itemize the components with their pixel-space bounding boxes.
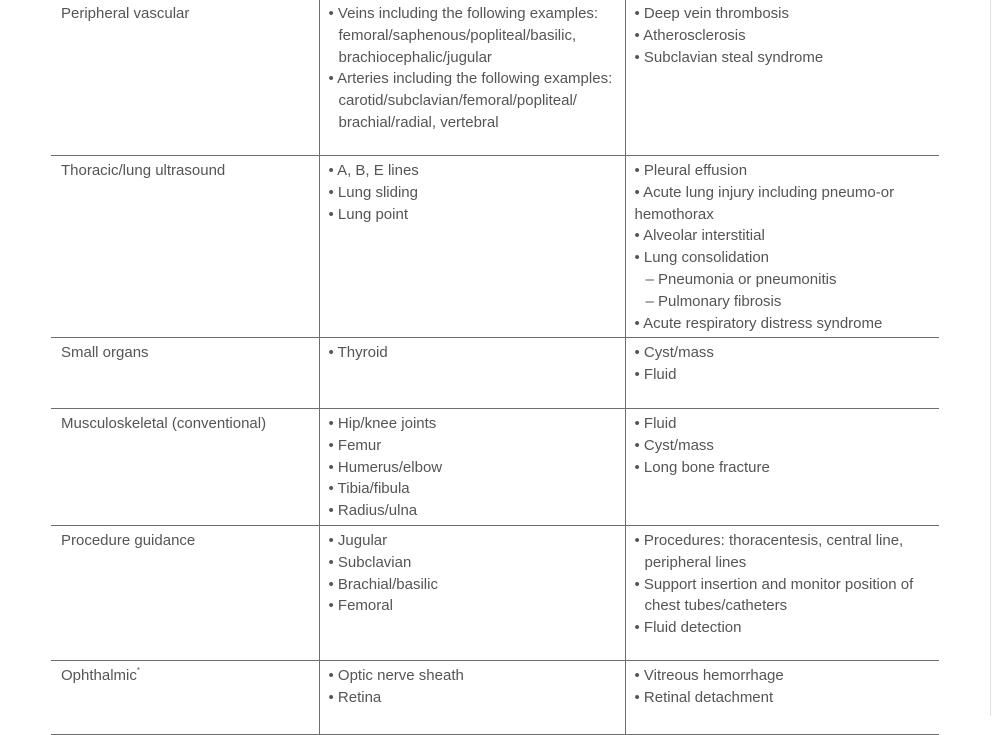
list-item: • Alveolar interstitial [634, 227, 765, 245]
category-label: Musculoskeletal (conventional) [61, 415, 267, 432]
list-item: • Retina [328, 688, 382, 706]
category-cell [51, 338, 319, 409]
list-item: • Long bone fracture [634, 458, 770, 476]
list-item: • Acute respiratory distress syndrome [634, 314, 883, 332]
table-row [51, 338, 939, 409]
application-cell [625, 526, 939, 661]
list-item: • Fluid [634, 415, 677, 432]
application-cell [625, 338, 939, 409]
category-cell [51, 526, 319, 661]
category-label: Thoracic/lung ultrasound [61, 162, 226, 179]
list-item: • Cyst/mass [634, 344, 714, 361]
list-item: • Jugular [328, 532, 388, 549]
application-cell [625, 0, 939, 156]
list-item: • Thyroid [328, 344, 388, 361]
list-item: • Subclavian steal syndrome [634, 48, 824, 66]
list-item: • Lung point [328, 205, 408, 223]
table-row [51, 0, 939, 156]
list-item: • Optic nerve sheath [328, 667, 464, 684]
table-row [51, 526, 939, 661]
list-item: • Radius/ulna [328, 502, 418, 520]
list-item: • Femur [328, 436, 382, 454]
exam-cell [319, 661, 625, 735]
exam-cell [319, 338, 625, 409]
footnote-mark: * [136, 666, 140, 675]
list-item: • Atherosclerosis [634, 26, 746, 44]
sub-list-item: – Pulmonary fibrosis [645, 292, 782, 310]
list-item: • Veins including the following examples: femoral/saphenous/popliteal/basilic, brachiocephalic/jugular [328, 5, 599, 66]
category-cell [51, 0, 319, 156]
list-item: • Hip/knee joints [328, 415, 437, 432]
list-item: • Lung consolidation [634, 249, 770, 267]
application-cell [625, 661, 939, 735]
list-item: • Support insertion and monitor position of chest tubes/catheters [634, 575, 914, 615]
list-item: • Tibia/fibula [328, 480, 410, 498]
list-item: • Lung sliding [328, 183, 418, 201]
list-item-continuation: hemothorax [634, 205, 714, 223]
category-label: Procedure guidance [61, 532, 196, 549]
list-item: • Subclavian [328, 553, 412, 571]
list-item: • Procedures: thoracentesis, central line, peripheral lines [634, 532, 904, 571]
category-cell [51, 409, 319, 526]
list-item: • Femoral [328, 597, 393, 615]
application-cell [625, 409, 939, 526]
list-item: • Vitreous hemorrhage [634, 667, 784, 684]
list-item: • Brachial/basilic [328, 575, 438, 593]
category-cell [51, 156, 319, 338]
application-cell [625, 156, 939, 338]
list-item: • Retinal detachment [634, 688, 774, 706]
table-row [51, 409, 939, 526]
list-item: • Pleural effusion [634, 162, 748, 179]
list-item: • A, B, E lines [328, 162, 419, 179]
list-item: • Fluid detection [634, 619, 742, 637]
list-item: • Fluid [634, 365, 677, 383]
table-row [51, 156, 939, 338]
category-label: Peripheral vascular [61, 5, 190, 22]
exam-cell [319, 409, 625, 526]
list-item: • Deep vein thrombosis [634, 5, 789, 22]
exam-cell [319, 0, 625, 156]
category-label: Small organs [61, 344, 149, 361]
list-item: • Acute lung injury including pneumo-or [634, 183, 895, 201]
list-item: • Arteries including the following examples: carotid/subclavian/femoral/popliteal/ brachial/radial, vertebral [328, 70, 613, 131]
list-item: • Cyst/mass [634, 436, 714, 454]
list-item: • Humerus/elbow [328, 458, 443, 476]
category-cell [51, 661, 319, 735]
category-label [61, 665, 319, 687]
page-right-border [990, 0, 991, 716]
table-row [51, 661, 939, 735]
applications-table [51, 0, 939, 735]
exam-cell [319, 156, 625, 338]
exam-cell [319, 526, 625, 661]
category-text: Ophthalmic [61, 667, 137, 684]
sub-list-item: – Pneumonia or pneumonitis [645, 270, 837, 288]
